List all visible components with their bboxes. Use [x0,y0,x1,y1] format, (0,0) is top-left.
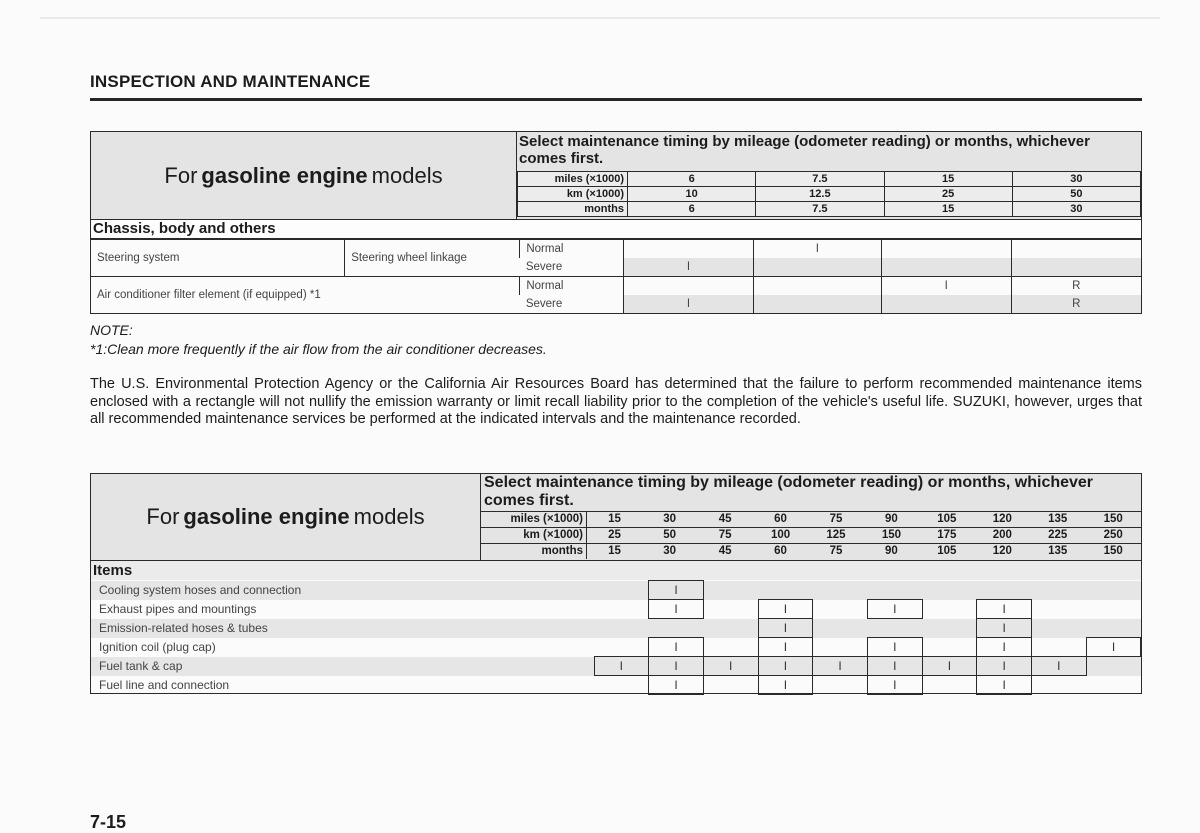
interval-value: 225 [1030,528,1085,544]
interval-mark: I [977,638,1032,657]
title-underline [90,98,1142,101]
interval-mark [1032,600,1087,619]
interval-row [481,512,1141,528]
timing-instruction: Select maintenance timing by mileage (odometer reading) or months, whichever comes first. [519,133,1090,167]
interval-mark: I [758,657,813,676]
interval-value: 15 [587,512,642,528]
item-name: Emission-related hoses & tubes [91,619,594,638]
interval-value: 7.5 [756,172,884,187]
interval-mark [922,581,977,600]
interval-mark: I [977,600,1032,619]
interval-mark: I [1032,657,1087,676]
interval-value: 12.5 [756,187,884,202]
item-name: Fuel line and connection [99,677,230,692]
interval-mark [813,638,868,657]
interval-value: 30 [642,512,697,528]
model-prefix: For [146,504,180,529]
interval-row [518,172,1141,187]
schedule-row [91,581,1141,600]
interval-mark: I [649,657,704,676]
interval-mark [881,258,1011,277]
interval-label: miles (×1000) [518,172,628,187]
interval-mark [753,277,881,296]
interval-mark: I [649,638,704,657]
interval-mark [753,295,881,313]
interval-value: 50 [642,528,697,544]
category-heading: Items [91,560,1141,580]
interval-mark [594,619,649,638]
interval-mark [1086,657,1141,676]
interval-value: 120 [975,512,1030,528]
maintenance-table-chassis [90,131,1142,314]
interval-value: 10 [628,187,756,202]
model-prefix: For [164,162,198,188]
schedule-row [91,277,1141,296]
interval-mark [1086,581,1141,600]
interval-mark [594,581,649,600]
interval-value: 100 [753,528,808,544]
interval-value: 150 [864,528,919,544]
engine-model-heading [91,132,517,219]
interval-mark: I [758,619,813,638]
interval-mark [813,600,868,619]
interval-label: miles (×1000) [481,512,587,528]
condition: Normal [520,277,624,296]
interval-value: 25 [587,528,642,544]
interval-mark [594,638,649,657]
item-sub: Steering wheel linkage [345,240,520,277]
maintenance-table-items [90,473,1142,694]
interval-mark: R [1011,295,1141,313]
interval-mark [922,600,977,619]
interval-mark: I [649,676,704,695]
interval-value: 135 [1030,512,1085,528]
interval-grid [481,511,1141,559]
interval-value: 30 [1012,202,1140,217]
interval-mark [753,258,881,277]
interval-value: 75 [808,512,863,528]
interval-mark: I [649,600,704,619]
interval-mark: I [867,638,922,657]
model-bold: gasoline engine [201,162,368,188]
interval-grid [517,171,1141,217]
interval-mark [813,581,868,600]
section-title: INSPECTION AND MAINTENANCE [90,72,371,91]
interval-value: 7.5 [756,202,884,217]
interval-value: 150 [1085,544,1141,560]
interval-value: 6 [628,202,756,217]
interval-label: km (×1000) [518,187,628,202]
interval-mark [703,581,758,600]
interval-value: 15 [587,544,642,560]
schedule-row [91,240,1141,259]
interval-value: 60 [753,512,808,528]
interval-mark [1011,258,1141,277]
interval-mark: I [624,258,754,277]
schedule-row [91,638,1141,657]
condition: Normal [520,240,624,259]
interval-mark [881,240,1011,259]
interval-mark: I [753,240,881,259]
interval-label: months [518,202,628,217]
note-text: *1:Clean more frequently if the air flow from the air conditioner decreases. [90,341,547,357]
interval-mark [977,581,1032,600]
schedule-rows [91,239,1141,313]
interval-mark [922,619,977,638]
interval-mark [758,581,813,600]
model-suffix: models [353,504,425,529]
interval-label: months [481,544,587,560]
schedule-rows [91,580,1141,695]
interval-mark [703,638,758,657]
interval-mark: I [758,638,813,657]
page-number: 7-15 [90,812,127,832]
interval-mark: I [624,295,754,313]
interval-mark: I [977,619,1032,638]
note-label: NOTE: [90,322,133,338]
interval-value: 45 [697,544,752,560]
interval-value: 90 [864,544,919,560]
interval-mark: I [813,657,868,676]
interval-mark [1032,638,1087,657]
interval-mark [1032,581,1087,600]
interval-mark: I [1086,638,1141,657]
interval-mark [867,619,922,638]
interval-value: 30 [642,544,697,560]
interval-value: 135 [1030,544,1085,560]
item-name: Cooling system hoses and connection [91,581,594,600]
interval-value: 50 [1012,187,1140,202]
schedule-row [91,600,1141,619]
interval-mark: I [867,657,922,676]
interval-value: 105 [919,512,974,528]
interval-mark [594,600,649,619]
interval-mark [922,638,977,657]
interval-value: 60 [753,544,808,560]
interval-mark [703,600,758,619]
interval-value: 175 [919,528,974,544]
interval-mark: I [758,676,813,695]
interval-mark [1032,676,1087,695]
interval-row [518,202,1141,217]
interval-mark [1086,619,1141,638]
interval-value: 45 [697,512,752,528]
interval-mark: I [758,600,813,619]
interval-mark [813,619,868,638]
emission-warranty-paragraph: The U.S. Environmental Protection Agency or the California Air Resources Board has determined that the failure to perform recommended maintenance items enclosed with a rectangle will not nullify the emission warranty or limit recall liability prior to the completion of the vehicle's useful life. SUZUKI, however, urges that all recommended maintenance services be performed at the indicated intervals and the maintenance recorded. [90,376,1142,427]
interval-mark: I [881,277,1011,296]
interval-mark [1032,619,1087,638]
top-border-line [40,17,1160,19]
interval-mark [649,619,704,638]
model-bold: gasoline engine [183,504,350,529]
interval-mark [922,676,977,695]
condition: Severe [525,260,563,273]
interval-mark: R [1011,277,1141,296]
interval-value: 6 [628,172,756,187]
item-name: Air conditioner filter element (if equipped) *1 [91,277,520,314]
interval-mark: I [649,581,704,600]
interval-value: 120 [975,544,1030,560]
item-name: Ignition coil (plug cap) [99,639,216,654]
item-name: Fuel tank & cap [91,657,594,676]
interval-mark [1086,676,1141,695]
interval-mark: I [977,676,1032,695]
timing-instruction: Select maintenance timing by mileage (odometer reading) or months, whichever comes first. [484,474,1094,509]
schedule-row [91,657,1141,676]
interval-mark [881,295,1011,313]
category-heading: Chassis, body and others [91,219,1141,239]
interval-row [481,544,1141,560]
schedule-row [91,676,1141,695]
interval-mark [813,676,868,695]
interval-mark [594,676,649,695]
model-suffix: models [371,162,443,188]
item-name: Steering system [91,240,345,277]
interval-value: 200 [975,528,1030,544]
interval-value: 105 [919,544,974,560]
interval-mark: I [594,657,649,676]
interval-value: 75 [697,528,752,544]
interval-mark [1086,600,1141,619]
interval-value: 15 [884,202,1012,217]
interval-mark [703,676,758,695]
schedule-row [91,619,1141,638]
condition: Severe [525,297,563,310]
interval-value: 25 [884,187,1012,202]
interval-mark [624,277,754,296]
interval-mark: I [867,676,922,695]
interval-value: 75 [808,544,863,560]
interval-value: 90 [864,512,919,528]
interval-value: 250 [1085,528,1141,544]
interval-mark [624,240,754,259]
interval-value: 150 [1085,512,1141,528]
interval-row [481,528,1141,544]
interval-row [518,187,1141,202]
interval-label: km (×1000) [481,528,587,544]
item-name: Exhaust pipes and mountings [99,601,257,616]
interval-mark: I [977,657,1032,676]
interval-value: 125 [808,528,863,544]
interval-mark [867,581,922,600]
interval-mark: I [867,600,922,619]
interval-mark: I [922,657,977,676]
interval-value: 15 [884,172,1012,187]
interval-value: 30 [1012,172,1140,187]
interval-mark: I [703,657,758,676]
engine-model-heading [91,474,481,560]
interval-mark [703,619,758,638]
interval-mark [1011,240,1141,259]
